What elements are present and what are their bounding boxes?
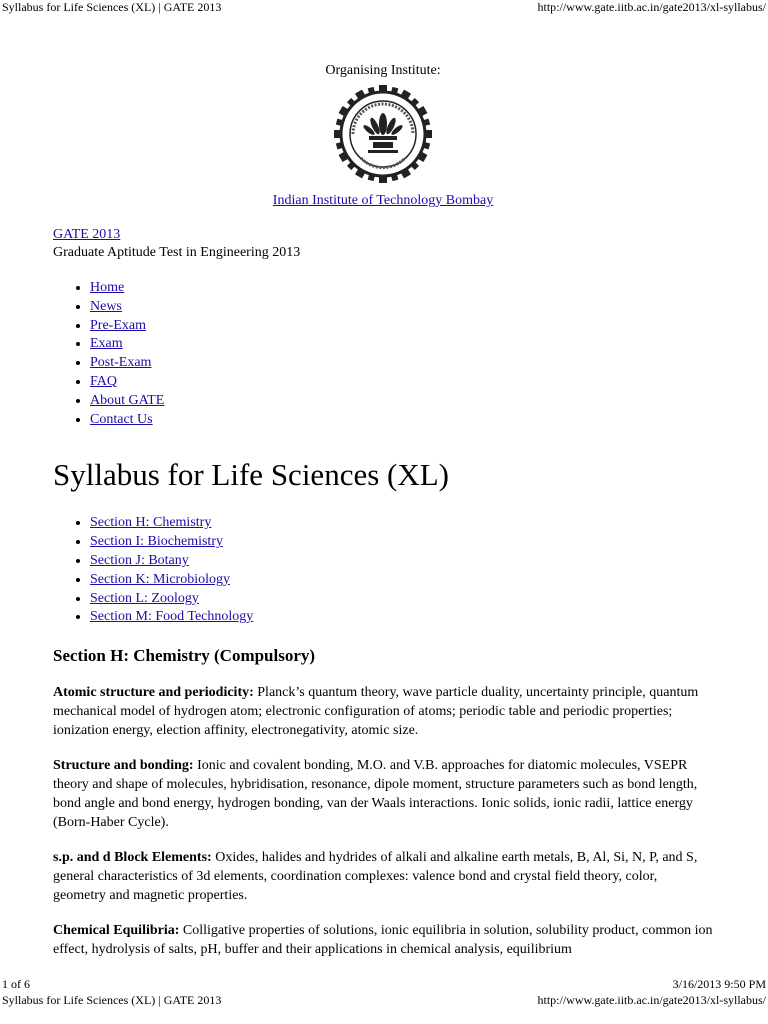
topic-paragraph bbox=[53, 756, 713, 832]
topic-title: s.p. and d Block Elements: bbox=[53, 850, 212, 866]
nav-link-post-exam[interactable]: Post-Exam bbox=[90, 355, 152, 371]
toc-link-section-k[interactable]: Section K: Microbiology bbox=[90, 571, 230, 587]
topic-paragraph bbox=[53, 921, 713, 959]
section-h-heading: Section H: Chemistry (Compulsory) bbox=[53, 646, 316, 666]
nav-link-news[interactable]: News bbox=[90, 298, 122, 314]
topic-title: Atomic structure and periodicity: bbox=[53, 685, 254, 701]
nav-item-contact-us bbox=[90, 411, 713, 430]
print-footer bbox=[0, 977, 768, 991]
toc-link-section-m[interactable]: Section M: Food Technology bbox=[90, 609, 254, 625]
print-footer-title: Syllabus for Life Sciences (XL) | GATE 2013 bbox=[2, 993, 222, 1007]
toc-link-section-h[interactable]: Section H: Chemistry bbox=[90, 515, 212, 531]
toc-item bbox=[90, 514, 713, 533]
print-timestamp: 3/16/2013 9:50 PM bbox=[672, 977, 766, 991]
nav-item-post-exam bbox=[90, 354, 713, 373]
nav-link-about-gate[interactable]: About GATE bbox=[90, 392, 165, 408]
iitb-seal-logo-icon bbox=[333, 84, 433, 184]
nav-link-home[interactable]: Home bbox=[90, 280, 125, 295]
site-subtitle: Graduate Aptitude Test in Engineering 2013 bbox=[53, 245, 301, 260]
print-header-title: Syllabus for Life Sciences (XL) | GATE 2013 bbox=[2, 0, 222, 14]
topic-text: Planck’s quantum theory, wave particle duality, uncertainty principle, quantum mechanical model of hydrogen atom; electronic configuration of atoms; periodic table and periodic properties; ionization energy, election affinity, electronegativity, atomic size. bbox=[53, 685, 699, 739]
topic-paragraph bbox=[53, 683, 713, 740]
nav-item-news bbox=[90, 298, 713, 317]
toc-link-section-l[interactable]: Section L: Zoology bbox=[90, 590, 199, 606]
topic-text: Colligative properties of solutions, ionic equilibria in solution, solubility product, common ion effect, hydrolysis of salts, pH, buffer and their applications in chemical analysis, equilibrium bbox=[53, 923, 713, 958]
nav-item-faq bbox=[90, 373, 713, 392]
page-title: Syllabus for Life Sciences (XL) bbox=[53, 457, 449, 493]
toc-link-section-j[interactable]: Section J: Botany bbox=[90, 552, 189, 568]
topic-text: Ionic and covalent bonding, M.O. and V.B. approaches for diatomic molecules, VSEPR theory and shape of molecules, hybridisation, resonance, dipole moment, structure parameters such as bond length, bond angle and bond energy, hydrogen bonding, van der Waals interactions. Ionic solids, ionic radii, lattice energy (Born-Haber Cycle). bbox=[53, 758, 698, 831]
nav-item-about-gate bbox=[90, 392, 713, 411]
topic-title: Structure and bonding: bbox=[53, 758, 194, 774]
nav-item-pre-exam bbox=[90, 317, 713, 336]
institute-link[interactable]: Indian Institute of Technology Bombay bbox=[272, 193, 494, 208]
nav-link-contact-us[interactable]: Contact Us bbox=[90, 411, 153, 427]
toc-item bbox=[90, 608, 713, 627]
print-header-url: http://www.gate.iitb.ac.in/gate2013/xl-syllabus/ bbox=[537, 0, 766, 14]
main-nav bbox=[53, 279, 713, 429]
page-number: 1 of 6 bbox=[2, 977, 30, 991]
print-footer-repeat bbox=[0, 993, 768, 1007]
section-toc bbox=[53, 514, 713, 627]
nav-item-home bbox=[90, 279, 713, 298]
nav-item-exam bbox=[90, 335, 713, 354]
print-header bbox=[0, 0, 768, 14]
topic-title: Chemical Equilibria: bbox=[53, 923, 180, 939]
nav-link-exam[interactable]: Exam bbox=[90, 336, 123, 352]
site-title-link[interactable]: GATE 2013 bbox=[53, 227, 121, 242]
topic-paragraph bbox=[53, 848, 713, 905]
organising-institute-label: Organising Institute: bbox=[325, 63, 441, 78]
toc-item bbox=[90, 590, 713, 609]
nav-link-pre-exam[interactable]: Pre-Exam bbox=[90, 317, 146, 333]
site-branding bbox=[53, 226, 713, 262]
toc-item bbox=[90, 552, 713, 571]
toc-item bbox=[90, 533, 713, 552]
nav-link-faq[interactable]: FAQ bbox=[90, 373, 117, 389]
topic-text: Oxides, halides and hydrides of alkali and alkaline earth metals, B, Al, Si, N, P, and S, general characteristics of 3d elements, coordination complexes: valence bond and crystal field theory, color, geometry and magnetic properties. bbox=[53, 850, 698, 904]
toc-item bbox=[90, 571, 713, 590]
toc-link-section-i[interactable]: Section I: Biochemistry bbox=[90, 534, 223, 550]
page-content bbox=[53, 57, 713, 958]
print-footer-url: http://www.gate.iitb.ac.in/gate2013/xl-syllabus/ bbox=[537, 993, 766, 1007]
